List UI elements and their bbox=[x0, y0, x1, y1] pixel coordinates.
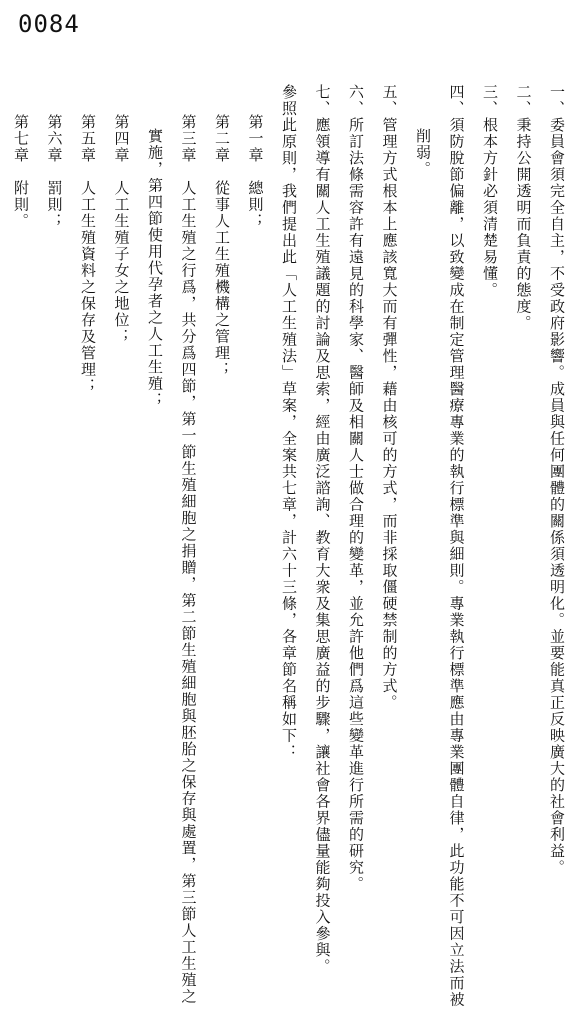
principle-1: 一、委員會須完全自主，不受政府影響。成員與任何團體的關係須透明化。並要能真正反映廣大的社會利益。 bbox=[548, 84, 566, 876]
principle-4-continued: 削弱。 bbox=[414, 128, 432, 178]
chapter-6: 第六章 罰則； bbox=[45, 114, 64, 230]
principle-7: 七、應領導有關人工生殖議題的討論及思索，經由廣泛諮詢、教育大衆及集思廣益的步驟，讓社會各界儘量能夠投入參與。 bbox=[313, 84, 332, 975]
principle-2: 二、秉持公開透明而負責的態度。 bbox=[514, 84, 533, 332]
document-body bbox=[4, 84, 574, 1008]
chapter-7: 第七章 附則。 bbox=[12, 114, 30, 230]
chapter-4: 第四章 人工生殖子女之地位； bbox=[112, 114, 131, 345]
chapter-2: 第二章 從事人工生殖機構之管理； bbox=[213, 114, 231, 378]
principle-5: 五、管理方式根本上應該寬大而有彈性，藉由核可的方式，而非採取僵硬禁制的方式。 bbox=[380, 84, 399, 711]
page-number: 0084 bbox=[18, 10, 80, 38]
draft-intro: 參照此原則，我們提出此「人工生殖法」草案，全案共七章，計六十三條，各章節名稱如下： bbox=[280, 84, 298, 761]
chapter-3: 第三章 人工生殖之行爲，共分爲四節，第一節生殖細胞之捐贈，第二節生殖細胞與胚胎之保存與處置，第三節人工生殖之 bbox=[179, 114, 198, 1005]
chapter-5: 第五章 人工生殖資料之保存及管理； bbox=[79, 114, 97, 395]
principle-6: 六、所訂法條需容許有遠見的科學家、醫師及相關人士做合理的變革，並允許他們爲這些變革進行所需的研究。 bbox=[347, 84, 365, 893]
chapter-1: 第一章 總則； bbox=[246, 114, 265, 230]
principle-3: 三、根本方針必須清楚易懂。 bbox=[481, 84, 499, 299]
chapter-3-continued: 實施，第四節使用代孕者之人工生殖； bbox=[146, 128, 164, 409]
principle-4: 四、須防脫節偏離，以致變成在制定管理醫療專業的執行標準與細則。專業執行標準應由專業團體自律，此功能不可因立法而被 bbox=[447, 84, 466, 1008]
